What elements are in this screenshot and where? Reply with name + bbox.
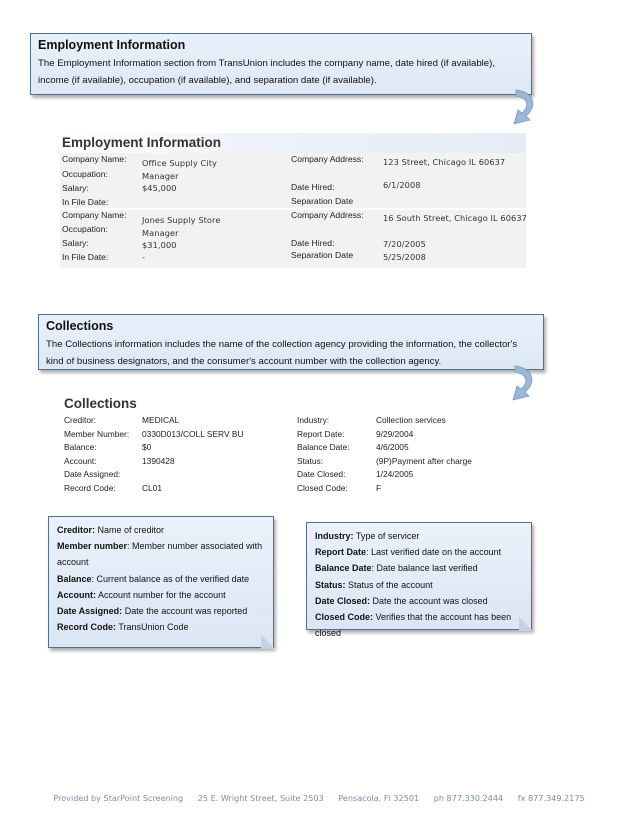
note-desc: Verifies that the account has been closed [315,612,512,639]
closed-code-value: F [376,483,382,493]
note-term: Status: [315,579,346,590]
occupation-label: Occupation: [62,224,108,234]
separation-date-label: Separation Date [291,196,354,206]
creditor-label: Creditor: [64,415,97,425]
collections-panel [64,395,484,500]
employment-record-2 [60,210,526,268]
note-term: Report Date [315,547,367,558]
company-address-label: Company Address: [291,210,364,220]
balance-value: $0 [142,442,152,452]
collections-callout [38,314,544,370]
report-date-value: 9/29/2004 [376,429,414,439]
note-line [315,609,523,641]
salary-label: Salary: [62,183,89,193]
account-value: 1390428 [142,456,175,466]
footer-city: Pensacola, Fl 32501 [338,793,420,803]
employment-panel-title: Employment Information [60,133,526,153]
footer-phone: ph 877.330.2444 [433,793,504,803]
note-term: Date Assigned: [57,606,123,617]
note-line [315,577,523,593]
occupation-label: Occupation: [62,169,108,179]
note-term: Creditor: [57,525,95,535]
date-closed-label: Date Closed: [297,469,346,479]
footer-address: 25 E. Wright Street, Suite 2503 [197,793,324,803]
page-curl [261,635,275,649]
record-code-label: Record Code: [64,483,116,493]
footer-company: Provided by StarPoint Screening [53,793,184,803]
date-assigned-label: Date Assigned: [64,469,121,479]
member-number-label: Member Number: [64,429,130,439]
note-line [315,593,523,609]
salary-value: $31,000 [142,240,177,250]
note-desc: Date the account was closed [372,595,488,606]
note-line [57,571,265,587]
collections-left-note [48,516,274,648]
note-term: Balance Date [315,563,372,574]
employment-callout [30,33,532,95]
closed-code-label: Closed Code: [297,483,348,493]
in-file-date-label: In File Date: [62,197,109,207]
company-name-value: Office Supply City [142,158,217,168]
note-desc: TransUnion Code [118,622,189,633]
collections-callout-title: Collections [46,319,114,333]
note-desc: : Current balance as of the verified date [91,573,250,584]
curved-arrow-icon [494,86,540,132]
note-term: Record Code: [57,622,117,633]
salary-value: $45,000 [142,183,177,193]
curved-arrow-icon [493,362,539,408]
company-address-label: Company Address: [291,154,364,164]
member-number-value: 0330D013/COLL SERV BU [142,429,244,439]
in-file-date-label: In File Date: [62,252,109,262]
note-line [57,619,265,635]
note-term: Closed Code: [315,612,374,623]
note-line [315,560,523,576]
note-term: Date Closed: [315,595,371,606]
note-line [57,587,265,603]
company-name-label: Company Name: [62,154,127,164]
note-desc: Date the account was reported [124,606,248,617]
account-label: Account: [64,456,97,466]
balance-label: Balance: [64,442,97,452]
record-code-value: CL01 [142,483,163,493]
date-hired-label: Date Hired: [291,182,335,192]
creditor-value: MEDICAL [142,415,180,425]
collections-callout-text: The Collections information includes the name of the collection agency providing the information, the collector's kind of business designators, and the consumer's account number with the collection agency. [46,339,518,367]
balance-date-value: 4/6/2005 [376,442,409,452]
industry-label: Industry: [297,415,330,425]
company-name-label: Company Name: [62,210,127,220]
note-desc: : Last verified date on the account [366,547,502,558]
note-desc: Status of the account [348,579,433,590]
note-term: Balance [57,573,92,584]
separation-date-value: 5/25/2008 [383,252,426,262]
separation-date-label: Separation Date [291,250,354,260]
status-value: (9P)Payment after charge [376,456,472,466]
date-hired-label: Date Hired: [291,238,335,248]
company-address-value: 16 South Street, Chicago IL 60637 [383,213,527,223]
date-closed-value: 1/24/2005 [376,469,414,479]
salary-label: Salary: [62,238,89,248]
status-label: Status: [297,456,324,466]
balance-date-label: Balance Date: [297,442,350,452]
employment-record-1 [60,153,526,208]
collections-panel-title: Collections [64,396,137,411]
note-desc: Account number for the account [98,589,226,600]
in-file-date-value: - [142,252,146,262]
industry-value: Collection services [376,415,446,425]
company-address-value: 123 Street, Chicago IL 60637 [383,157,506,167]
occupation-value: Manager [142,228,179,238]
collections-right-note [306,522,532,639]
note-term: Account: [57,589,96,600]
date-hired-value: 7/20/2005 [383,239,426,249]
footer-fax: fx 877.349.2175 [517,793,585,803]
date-hired-value: 6/1/2008 [383,180,421,190]
employment-panel [60,133,526,269]
employment-callout-title: Employment Information [38,38,186,52]
note-line [57,538,265,570]
note-desc: : Member number associated with account [57,541,263,568]
report-date-label: Report Date: [297,429,345,439]
note-line [315,544,523,560]
employment-callout-text: The Employment Information section from TransUnion includes the company name, date hired (if available), income (if available), occupation (if available), and separation date (if available). [38,58,495,86]
note-term: Member number [57,541,128,552]
note-term: Industry: [315,531,354,541]
note-line [57,603,265,619]
occupation-value: Manager [142,171,179,181]
note-line [57,522,265,538]
note-line [315,528,523,544]
page-curl [519,617,533,631]
page-footer [0,793,638,803]
note-desc: Name of creditor [97,525,165,535]
note-desc: Type of servicer [355,531,420,541]
company-name-value: Jones Supply Store [142,215,221,225]
note-desc: : Date balance last verified [371,563,478,574]
